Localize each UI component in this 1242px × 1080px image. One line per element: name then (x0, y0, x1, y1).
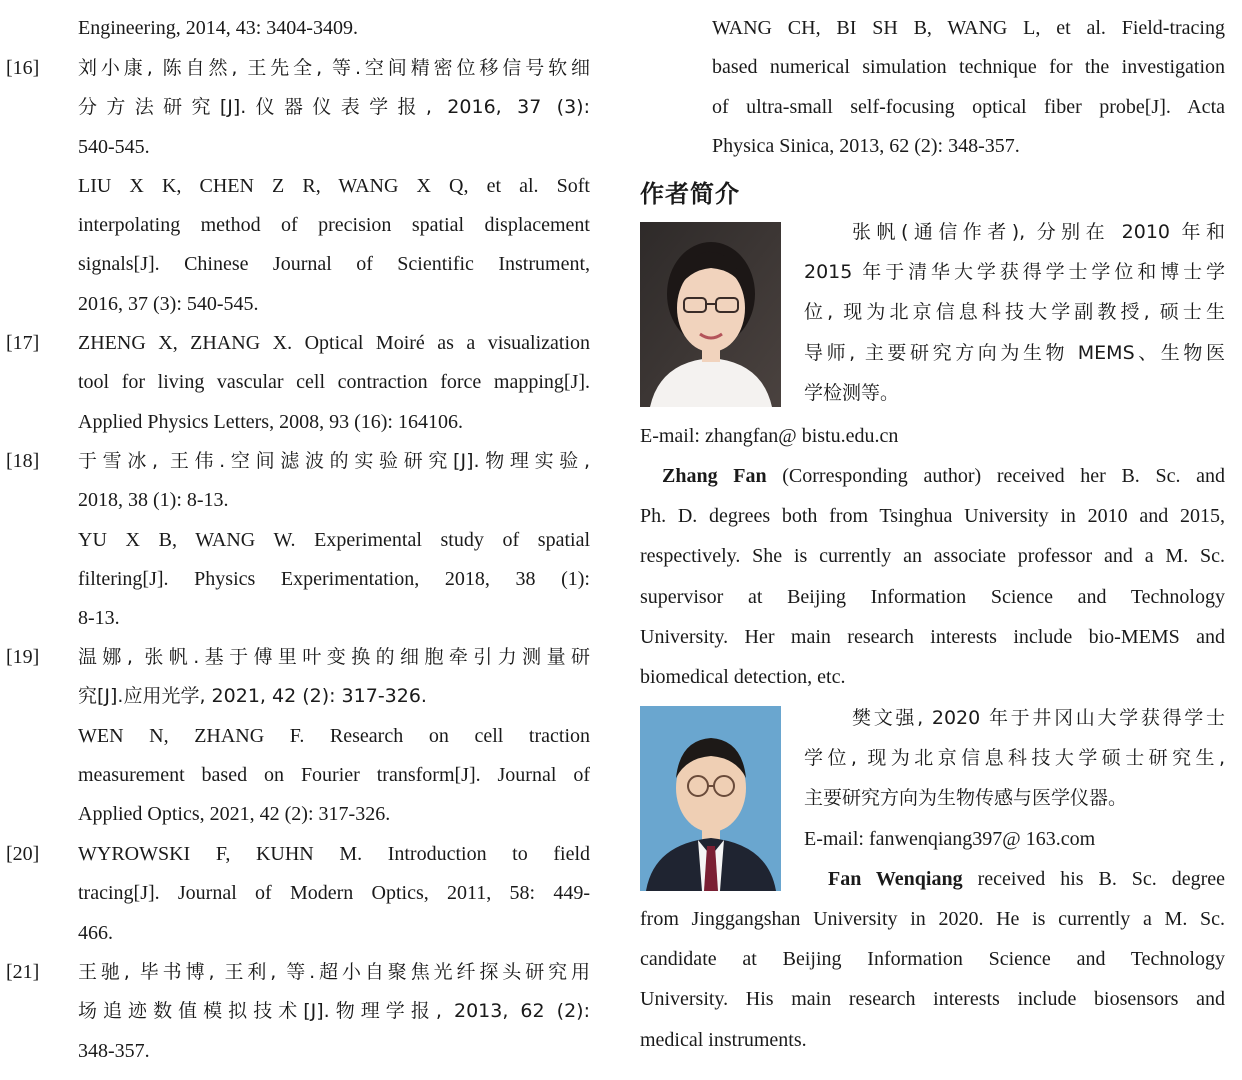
reference-line: 2018, 38 (1): 8-13. (78, 489, 229, 512)
reference-18 (0, 442, 590, 638)
reference-line: 刘小康, 陈自然, 王先全, 等.空间精密位移信号软细 (78, 57, 590, 79)
author1-chinese-bio (804, 212, 1225, 413)
bio-text: (Corresponding author) received her B. Sc. and (782, 465, 1225, 487)
author-photo-zhang-fan (640, 222, 781, 407)
reference-20 (0, 835, 590, 953)
reference-line: 温娜, 张帆.基于傅里叶变换的细胞牵引力测量研 (78, 646, 590, 668)
bio-line: 2015 年于清华大学获得学士学位和博士学 (804, 261, 1225, 284)
reference-number: [21] (6, 961, 40, 983)
bio-line: supervisor at Beijing Information Science and Technology (640, 585, 1225, 608)
reference-line: ZHENG X, ZHANG X. Optical Moiré as a visualization (78, 332, 590, 354)
bio-line: 主要研究方向为生物传感与医学仪器。 (804, 787, 1128, 810)
reference-number: [19] (6, 646, 40, 668)
reference-number: [17] (6, 332, 40, 354)
reference-line: signals[J]. Chinese Journal of Scientific Instrument, (78, 253, 590, 276)
reference-line: LIU X K, CHEN Z R, WANG X Q, et al. Soft (78, 174, 590, 197)
reference-line: WEN N, ZHANG F. Research on cell traction (78, 724, 590, 747)
bio-line: candidate at Beijing Information Science and Technology (640, 948, 1225, 971)
reference-number: [20] (6, 843, 40, 865)
reference-line: WANG CH, BI SH B, WANG L, et al. Field-tracing (712, 17, 1225, 39)
reference-line: 466. (78, 921, 113, 944)
reference-16 (0, 49, 590, 324)
bio-line (804, 859, 1225, 899)
bio-line: 导师, 主要研究方向为生物 MEMS、生物医 (804, 341, 1225, 364)
bio-line: from Jinggangshan University in 2020. He is currently a M. Sc. (640, 908, 1225, 930)
reference-number: [18] (6, 450, 40, 472)
reference-line: Applied Optics, 2021, 42 (2): 317-326. (78, 803, 391, 826)
reference-line: interpolating method of precision spatial displacement (78, 214, 590, 237)
reference-21-english (640, 9, 1225, 166)
reference-line: 348-357. (78, 1039, 150, 1062)
reference-19 (0, 638, 590, 834)
reference-line: Engineering, 2014, 43: 3404-3409. (78, 17, 358, 39)
reference-line: 2016, 37 (3): 540-545. (78, 292, 259, 315)
bio-line: 学位, 现为北京信息科技大学硕士研究生, (804, 747, 1225, 770)
bio-line: respectively. She is currently an associate professor and a M. Sc. (640, 545, 1225, 568)
reference-line: YU X B, WANG W. Experimental study of spatial (78, 528, 590, 551)
reference-line: 究[J].应用光学, 2021, 42 (2): 317-326. (78, 685, 427, 708)
bio-line: 樊文强, 2020 年于井冈山大学获得学士 (852, 707, 1225, 729)
reference-line: 场追迹数值模拟技术[J].物理学报, 2013, 62 (2): (78, 1000, 590, 1023)
reference-21 (0, 953, 590, 1071)
author2-english-bio (640, 899, 1225, 1060)
author1-english-bio (640, 456, 1225, 697)
email-text: E-mail: fanwenqiang397@ 163.com (804, 827, 1096, 850)
bio-line: 张帆(通信作者), 分别在 2010 年和 (852, 221, 1225, 243)
author-photo-fan-wenqiang (640, 706, 781, 891)
bio-line: Ph. D. degrees both from Tsinghua University in 2010 and 2015, (640, 505, 1225, 528)
email-text: E-mail: zhangfan@ bistu.edu.cn (640, 425, 899, 447)
reference-continuation (0, 9, 590, 48)
author-name: Fan Wenqiang (828, 867, 963, 890)
bio-text: received his B. Sc. degree (977, 867, 1225, 890)
section-title: 作者简介 (640, 180, 740, 208)
bio-line: 位, 现为北京信息科技大学副教授, 硕士生 (804, 301, 1225, 324)
reference-line: Applied Physics Letters, 2008, 93 (16): 164106. (78, 410, 463, 433)
reference-line: of ultra-small self-focusing optical fiber probe[J]. Acta (712, 95, 1225, 118)
author2-chinese-bio (804, 698, 1225, 899)
reference-line: filtering[J]. Physics Experimentation, 2018, 38 (1): (78, 567, 590, 590)
bio-line: biomedical detection, etc. (640, 665, 846, 688)
reference-line: Physica Sinica, 2013, 62 (2): 348-357. (712, 134, 1020, 157)
bio-line: University. His main research interests include biosensors and (640, 988, 1225, 1011)
reference-line: 王驰, 毕书博, 王利, 等.超小自聚焦光纤探头研究用 (78, 961, 590, 983)
reference-line: WYROWSKI F, KUHN M. Introduction to field (78, 843, 590, 865)
bio-line: University. Her main research interests include bio-MEMS and (640, 625, 1225, 648)
reference-line: tracing[J]. Journal of Modern Optics, 2011, 58: 449- (78, 882, 590, 905)
reference-line: 8-13. (78, 607, 120, 630)
reference-line: based numerical simulation technique for the investigation (712, 56, 1225, 79)
reference-line: tool for living vascular cell contraction force mapping[J]. (78, 371, 590, 394)
reference-line: measurement based on Fourier transform[J]. Journal of (78, 763, 590, 786)
reference-line: 于雪冰, 王伟.空间滤波的实验研究[J].物理实验, (78, 450, 590, 472)
author-name: Zhang Fan (662, 465, 767, 487)
reference-17 (0, 324, 590, 442)
reference-line: 540-545. (78, 135, 150, 158)
author1-email (640, 416, 1225, 456)
bio-line: 学检测等。 (804, 381, 900, 404)
reference-line: 分方法研究[J].仪器仪表学报, 2016, 37 (3): (78, 96, 590, 119)
bio-line (640, 456, 1225, 496)
bio-line: medical instruments. (640, 1028, 807, 1051)
reference-number: [16] (6, 57, 40, 79)
